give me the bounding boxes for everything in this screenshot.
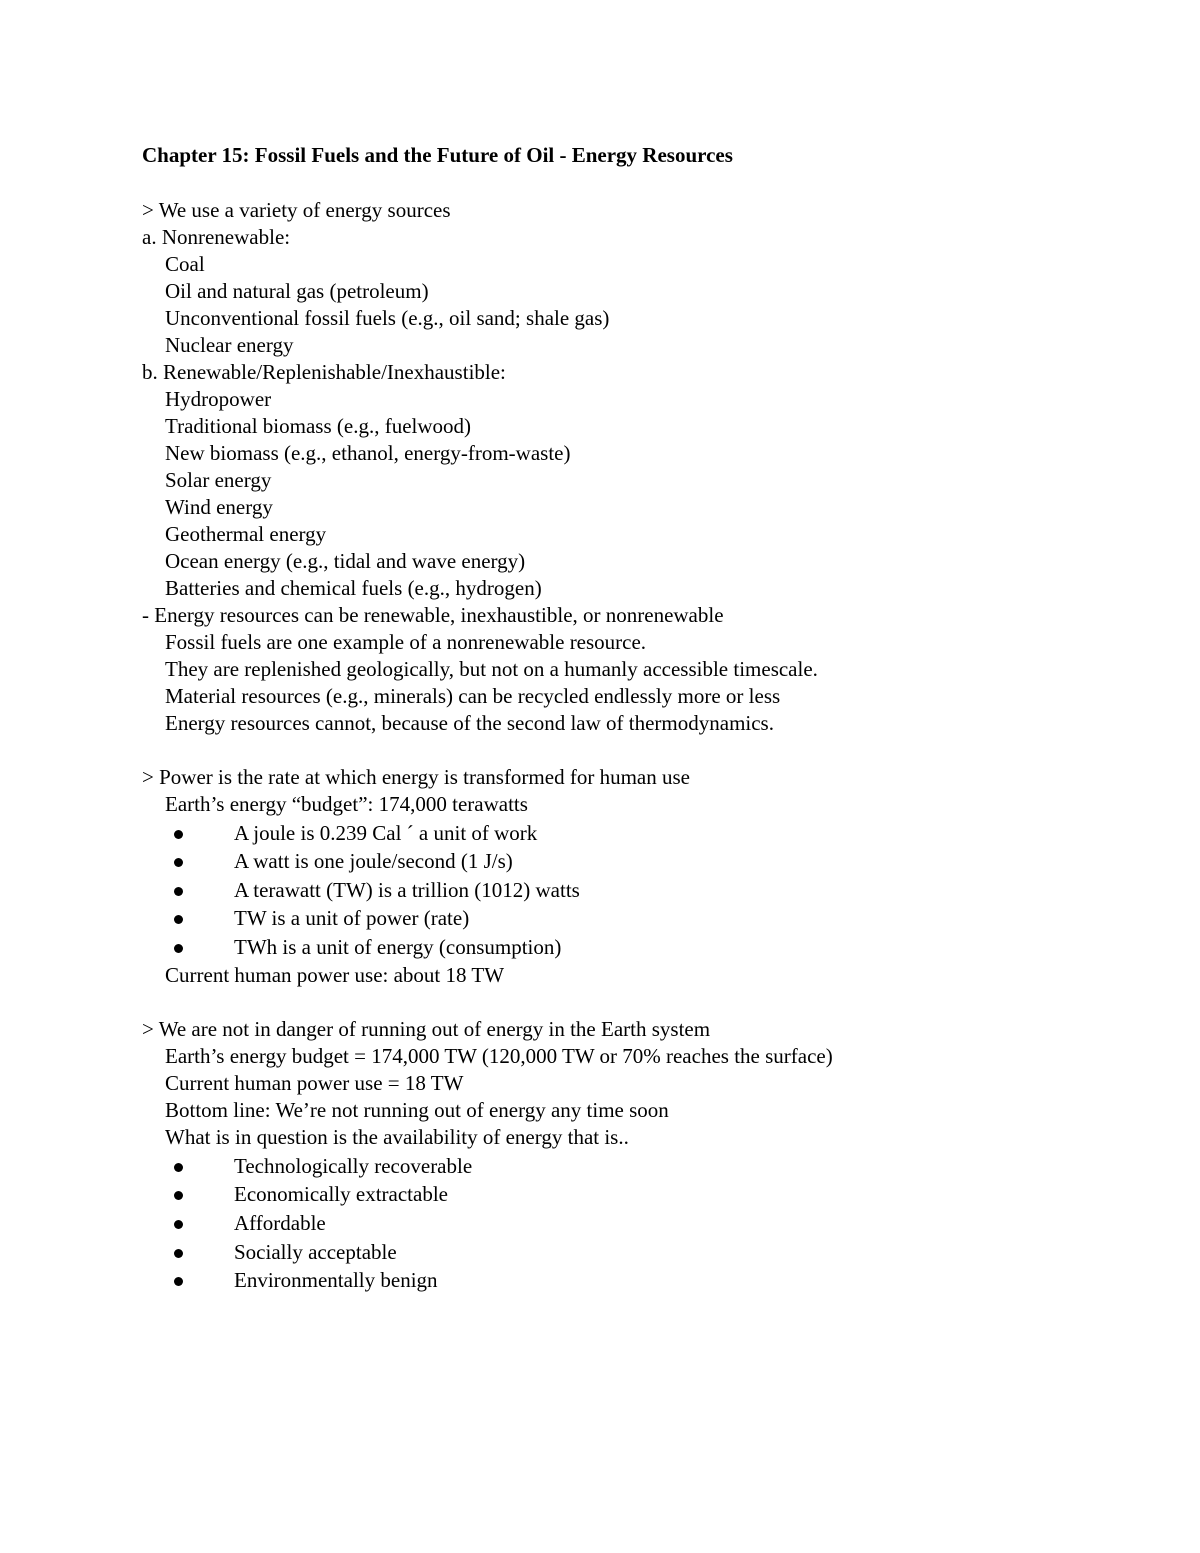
list-item: Solar energy: [165, 468, 272, 492]
section-heading-power: > Power is the rate at which energy is transformed for human use: [142, 765, 690, 789]
bullet-icon: [174, 858, 183, 867]
list-item: Traditional biomass (e.g., fuelwood): [165, 414, 472, 438]
bullet-item: Socially acceptable: [234, 1240, 397, 1264]
bullet-item: Environmentally benign: [234, 1268, 438, 1292]
bullet-icon: [174, 1277, 183, 1286]
bullet-icon: [174, 1191, 183, 1200]
bullet-item: A joule is 0.239 Cal ´ a unit of work: [234, 821, 538, 845]
note-line: What is in question is the availability of energy that is..: [165, 1125, 629, 1149]
list-item: Oil and natural gas (petroleum): [165, 279, 429, 303]
note-line: Energy resources cannot, because of the second law of thermodynamics.: [165, 711, 774, 735]
bullet-icon: [174, 1163, 183, 1172]
bullet-item: A watt is one joule/second (1 J/s): [234, 849, 513, 873]
bullet-item: A terawatt (TW) is a trillion (1012) watts: [234, 878, 580, 902]
note-line: Fossil fuels are one example of a nonrenewable resource.: [165, 630, 647, 654]
list-item: Nuclear energy: [165, 333, 294, 357]
bullet-item: Affordable: [234, 1211, 326, 1235]
list-item: Batteries and chemical fuels (e.g., hydrogen): [165, 576, 542, 600]
list-item: Hydropower: [165, 387, 272, 411]
bullet-item: TW is a unit of power (rate): [234, 906, 470, 930]
section-heading-energy-sources: > We use a variety of energy sources: [142, 198, 451, 222]
list-item: Coal: [165, 252, 205, 276]
list-item: Ocean energy (e.g., tidal and wave energy): [165, 549, 526, 573]
energy-budget-line: Earth’s energy “budget”: 174,000 terawatts: [165, 792, 528, 816]
document-title: Chapter 15: Fossil Fuels and the Future of Oil - Energy Resources: [142, 143, 733, 167]
bullet-item: Technologically recoverable: [234, 1154, 473, 1178]
renewable-label: b. Renewable/Replenishable/Inexhaustible:: [142, 360, 506, 384]
list-item: Geothermal energy: [165, 522, 327, 546]
bullet-icon: [174, 1220, 183, 1229]
bullet-item: Economically extractable: [234, 1182, 448, 1206]
list-item: Wind energy: [165, 495, 273, 519]
bullet-icon: [174, 887, 183, 896]
bullet-icon: [174, 830, 183, 839]
bullet-icon: [174, 944, 183, 953]
nonrenewable-label: a. Nonrenewable:: [142, 225, 291, 249]
bullet-icon: [174, 915, 183, 924]
section-heading-not-running-out: > We are not in danger of running out of energy in the Earth system: [142, 1017, 711, 1041]
note-line: Bottom line: We’re not running out of energy any time soon: [165, 1098, 669, 1122]
note-line: Material resources (e.g., minerals) can be recycled endlessly more or less: [165, 684, 781, 708]
note-line: Current human power use = 18 TW: [165, 1071, 464, 1095]
resource-types-line: - Energy resources can be renewable, inexhaustible, or nonrenewable: [142, 603, 724, 627]
note-line: They are replenished geologically, but not on a humanly accessible timescale.: [165, 657, 818, 681]
bullet-icon: [174, 1249, 183, 1258]
bullet-item: TWh is a unit of energy (consumption): [234, 935, 562, 959]
note-line: Earth’s energy budget = 174,000 TW (120,000 TW or 70% reaches the surface): [165, 1044, 833, 1068]
list-item: Unconventional fossil fuels (e.g., oil sand; shale gas): [165, 306, 610, 330]
list-item: New biomass (e.g., ethanol, energy-from-waste): [165, 441, 571, 465]
current-use-line: Current human power use: about 18 TW: [165, 963, 505, 987]
